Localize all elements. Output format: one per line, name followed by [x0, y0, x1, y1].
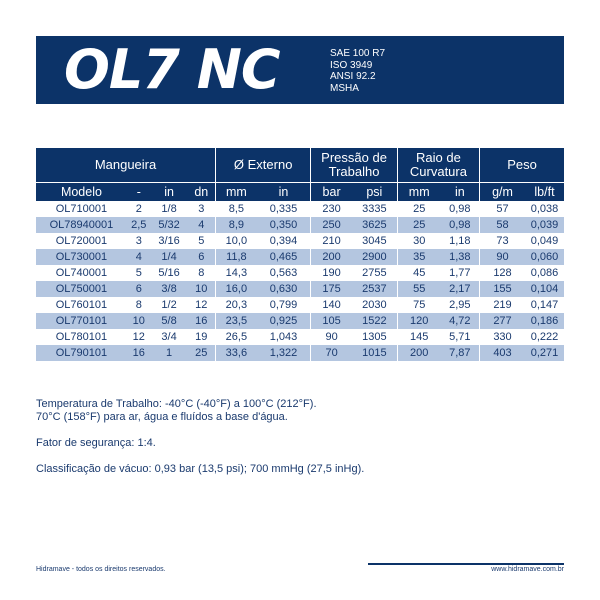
- table-cell: 75: [397, 297, 440, 313]
- table-cell: 0,104: [525, 281, 564, 297]
- table-cell: 0,394: [269, 235, 298, 247]
- table-cell: 0,222: [530, 331, 559, 343]
- table-cell: 2755: [362, 267, 387, 279]
- table-cell: 128: [480, 265, 525, 281]
- table-cell: 1,77: [449, 267, 471, 279]
- table-cell: 230: [311, 201, 352, 217]
- table-cell: 8,9: [216, 217, 257, 233]
- table-cell: 16: [127, 345, 151, 361]
- table-cell: 1,043: [269, 331, 298, 343]
- temperature-note: Temperatura de Trabalho: -40°C (-40°F) a 100°C (212°F).: [36, 398, 317, 410]
- column-header: -: [127, 183, 151, 202]
- table-cell: 8: [135, 299, 142, 311]
- table-cell: 0,271: [525, 345, 564, 361]
- table-cell: 7,87: [441, 345, 480, 361]
- table-cell: 23,5: [216, 313, 257, 329]
- model-cell: OL770101: [36, 313, 127, 329]
- table-cell: 25: [397, 217, 440, 233]
- table-cell: 0,799: [269, 299, 298, 311]
- table-cell: 0,465: [257, 249, 311, 265]
- table-cell: 0,563: [269, 267, 298, 279]
- table-cell: 3045: [362, 235, 387, 247]
- table-cell: 1/2: [161, 299, 177, 311]
- table-cell: 0,98: [449, 203, 471, 215]
- table-cell: 3/8: [151, 281, 188, 297]
- table-cell: 2: [135, 203, 142, 215]
- group-header-externo: Ø Externo: [216, 148, 311, 183]
- table-cell: 175: [311, 281, 352, 297]
- table-cell: 0,925: [257, 313, 311, 329]
- table-cell: 1/4: [151, 249, 188, 265]
- table-cell: 0,630: [257, 281, 311, 297]
- table-cell: 403: [480, 345, 525, 361]
- table-cell: 16: [187, 313, 215, 329]
- table-cell: 120: [397, 313, 440, 329]
- table-cell: 2,95: [449, 299, 471, 311]
- table-row: [36, 281, 564, 297]
- table-cell: 20,3: [216, 297, 257, 313]
- table-cell: 1,322: [257, 345, 311, 361]
- table-cell: 12: [195, 299, 208, 311]
- table-row: [36, 329, 564, 345]
- model-cell: OL710001: [55, 203, 108, 215]
- table-row: [36, 201, 564, 217]
- table-cell: 145: [397, 329, 440, 345]
- table-cell: 5: [198, 235, 205, 247]
- product-title: OL7 NC: [64, 38, 280, 101]
- column-header: Modelo: [36, 183, 127, 202]
- table-row: [36, 233, 564, 249]
- model-cell: OL740001: [55, 267, 108, 279]
- table-cell: 190: [311, 265, 352, 281]
- table-cell: 0,039: [525, 217, 564, 233]
- table-cell: 2900: [352, 249, 397, 265]
- table-cell: 58: [480, 217, 525, 233]
- table-cell: 219: [480, 297, 525, 313]
- table-cell: 4,72: [441, 313, 480, 329]
- table-cell: 8: [198, 267, 205, 279]
- standard-item: MSHA: [330, 82, 359, 94]
- model-cell: OL790101: [36, 345, 127, 361]
- table-cell: 0,335: [269, 203, 298, 215]
- table-cell: 11,8: [216, 249, 257, 265]
- notes-section: [36, 398, 564, 476]
- model-cell: OL760101: [55, 299, 108, 311]
- table-cell: 5/16: [158, 267, 180, 279]
- table-cell: 200: [397, 345, 440, 361]
- table-cell: 277: [480, 313, 525, 329]
- table-cell: 33,6: [216, 345, 257, 361]
- table-cell: 6: [127, 281, 151, 297]
- standard-item: ISO 3949: [330, 59, 373, 71]
- column-header: mm: [216, 183, 257, 202]
- column-header: in: [151, 183, 188, 202]
- group-header-mangueira: Mangueira: [36, 148, 216, 183]
- table-cell: 10: [127, 313, 151, 329]
- table-cell: 2537: [352, 281, 397, 297]
- table-cell: 2030: [362, 299, 387, 311]
- table-cell: 10: [187, 281, 215, 297]
- table-cell: 3625: [352, 217, 397, 233]
- vacuum-rating-note: Classificação de vácuo: 0,93 bar (13,5 psi); 700 mmHg (27,5 inHg).: [36, 463, 365, 475]
- table-cell: 0,186: [525, 313, 564, 329]
- table-cell: 19: [195, 331, 208, 343]
- column-header: in: [441, 183, 480, 202]
- table-cell: 0,038: [530, 203, 559, 215]
- table-cell: 4: [187, 217, 215, 233]
- column-header: bar: [311, 183, 352, 202]
- table-cell: 0,086: [530, 267, 559, 279]
- table-row: [36, 313, 564, 329]
- table-body: [36, 201, 564, 361]
- table-row: [36, 345, 564, 361]
- model-cell: OL78940001: [36, 217, 127, 233]
- model-cell: OL730001: [36, 249, 127, 265]
- table-cell: 70: [311, 345, 352, 361]
- table-cell: 210: [311, 233, 352, 249]
- group-header-peso: Peso: [480, 148, 564, 183]
- table-cell: 5: [135, 267, 142, 279]
- column-header: g/m: [480, 183, 525, 202]
- table-cell: 25: [187, 345, 215, 361]
- table-cell: 12: [132, 331, 145, 343]
- table-cell: 250: [311, 217, 352, 233]
- table-cell: 3: [198, 203, 205, 215]
- column-header: mm: [397, 183, 440, 202]
- group-header-pressao: Pressão de Trabalho: [311, 148, 398, 183]
- table-cell: 1305: [362, 331, 387, 343]
- table-cell: 3335: [362, 203, 387, 215]
- table-cell: 16,0: [216, 281, 257, 297]
- table-cell: 1,18: [449, 235, 471, 247]
- table-cell: 3/16: [158, 235, 180, 247]
- table-cell: 26,5: [216, 329, 257, 345]
- table-cell: 5/32: [151, 217, 188, 233]
- table-cell: 1015: [352, 345, 397, 361]
- table-cell: 140: [311, 297, 352, 313]
- copyright-text: Hidramave - todos os direitos reservados.: [36, 566, 166, 573]
- table-cell: 90: [480, 249, 525, 265]
- table-units-header-row: [36, 183, 564, 202]
- footer-divider: [368, 563, 564, 565]
- model-cell: OL780101: [55, 331, 108, 343]
- column-header: dn: [187, 183, 215, 202]
- spec-table: [36, 148, 564, 361]
- website-link[interactable]: www.hidramave.com.br: [491, 566, 564, 573]
- table-cell: 5/8: [151, 313, 188, 329]
- table-cell: 25: [397, 201, 440, 217]
- table-cell: 5,71: [449, 331, 471, 343]
- table-cell: 1522: [352, 313, 397, 329]
- header-banner: [36, 36, 564, 104]
- table-cell: 105: [311, 313, 352, 329]
- temperature-note-air: 70°C (158°F) para ar, água e fluídos a base d'água.: [36, 411, 288, 423]
- table-cell: 6: [187, 249, 215, 265]
- table-cell: 35: [397, 249, 440, 265]
- model-cell: OL720001: [55, 235, 108, 247]
- table-cell: 1: [151, 345, 188, 361]
- column-header: psi: [352, 183, 397, 202]
- table-cell: 155: [480, 281, 525, 297]
- table-cell: 57: [480, 201, 525, 217]
- standards-list: [330, 48, 385, 94]
- group-header-raio: Raio de Curvatura: [397, 148, 479, 183]
- table-cell: 4: [127, 249, 151, 265]
- table-group-header-row: [36, 148, 564, 183]
- table-cell: 330: [480, 329, 525, 345]
- table-cell: 55: [397, 281, 440, 297]
- table-cell: 0,147: [530, 299, 559, 311]
- table-cell: 2,5: [127, 217, 151, 233]
- table-cell: 1,38: [441, 249, 480, 265]
- table-cell: 1/8: [161, 203, 177, 215]
- standard-item: ANSI 92.2: [330, 71, 376, 82]
- table-cell: 73: [480, 233, 525, 249]
- table-cell: 0,350: [257, 217, 311, 233]
- table-cell: 45: [397, 265, 440, 281]
- standard-item: SAE 100 R7: [330, 48, 386, 59]
- table-cell: 14,3: [216, 265, 257, 281]
- table-row: [36, 297, 564, 313]
- table-cell: 10,0: [216, 233, 257, 249]
- table-cell: 0,98: [441, 217, 480, 233]
- table-row: [36, 249, 564, 265]
- table-cell: 90: [311, 329, 352, 345]
- table-cell: 8,5: [216, 201, 257, 217]
- model-cell: OL750001: [36, 281, 127, 297]
- table-cell: 30: [397, 233, 440, 249]
- table-row: [36, 217, 564, 233]
- table-row: [36, 265, 564, 281]
- table-cell: 3/4: [161, 331, 177, 343]
- table-cell: 3: [135, 235, 142, 247]
- table-cell: 0,060: [525, 249, 564, 265]
- table-cell: 0,049: [530, 235, 559, 247]
- safety-factor-note: Fator de segurança: 1:4.: [36, 437, 156, 449]
- column-header: in: [257, 183, 311, 202]
- column-header: lb/ft: [525, 183, 564, 202]
- table-cell: 2,17: [441, 281, 480, 297]
- table-cell: 200: [311, 249, 352, 265]
